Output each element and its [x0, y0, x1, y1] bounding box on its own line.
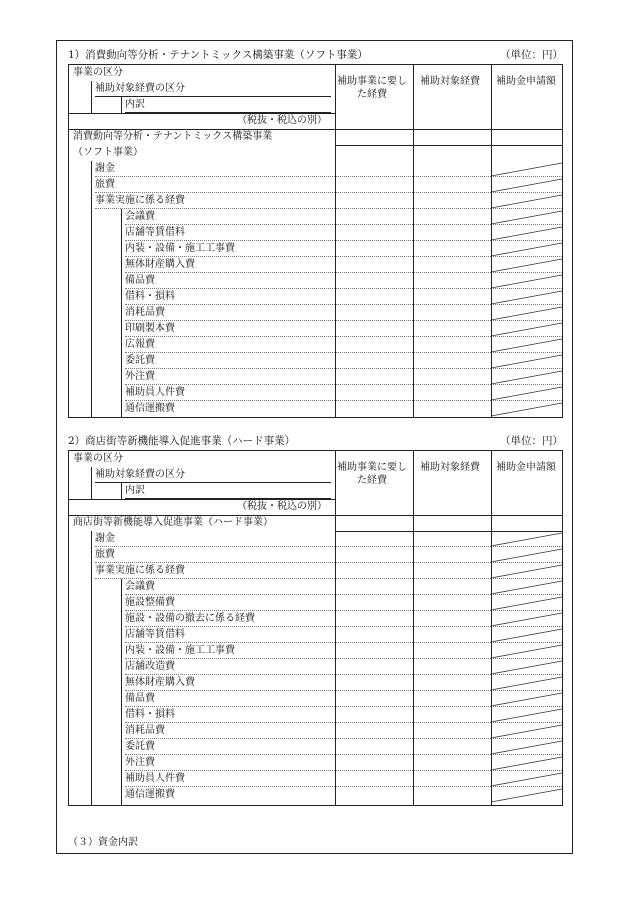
section2-request-cell-struck [491, 595, 562, 611]
section1-subitem: 備品費 [125, 273, 335, 289]
section1-subitem: 無体財産購入費 [125, 257, 335, 273]
section2-amount-cell [335, 675, 413, 691]
section2-amount-cell [335, 531, 413, 547]
section2-subitem: 消耗品費 [125, 723, 335, 739]
section2-request-cell-struck [491, 643, 562, 659]
section1-request-cell-struck [491, 209, 562, 225]
section1-amount-cell [413, 257, 491, 273]
section2-request-cell-struck [491, 707, 562, 723]
section2-request-cell-struck [491, 563, 562, 579]
section2-amount-cell [335, 563, 413, 579]
section1-breakdown-label: 内訳 [125, 97, 331, 113]
section2-amount-cell [413, 755, 491, 771]
section2-request-cell-struck [491, 579, 562, 595]
section2-heading [68, 434, 563, 449]
section2-project-name: 商店街等新機能導入促進事業（ハード事業） [73, 517, 273, 528]
section2-subitem: 店舗等賃借料 [125, 627, 335, 643]
section2-item: 事業実施に係る経費 [95, 563, 335, 579]
section1-request-cell-struck [491, 353, 562, 369]
section1-amount-cell [413, 241, 491, 257]
section2-table [68, 450, 563, 806]
section2-request-cell-struck [491, 627, 562, 643]
section1-amount-cell [335, 193, 413, 209]
section2-subitem: 内装・設備・施工工事費 [125, 643, 335, 659]
section2-request-cell-struck [491, 787, 562, 803]
section2-amount-cell [335, 659, 413, 675]
section2-amount-cell [335, 787, 413, 803]
section2-amount-cell [413, 739, 491, 755]
section1-col-requested: 補助金申請額 [496, 76, 556, 87]
section2-unit: （単位：円） [500, 435, 563, 447]
section2-amount-cell [413, 579, 491, 595]
section1-request-cell-struck [491, 161, 562, 177]
section2-subitem: 補助員人件費 [125, 771, 335, 787]
section2-amount-cell [413, 771, 491, 787]
section2-col-requested: 補助金申請額 [496, 462, 556, 473]
section2-subitem: 会議費 [125, 579, 335, 595]
section2-request-cell-struck [491, 531, 562, 547]
section2-amount-cell [413, 691, 491, 707]
section1-subitem: 会議費 [125, 209, 335, 225]
section1-title: 1）消費動向等分析・テナントミックス構築事業（ソフト事業） [68, 49, 368, 61]
section1-amount-cell [335, 177, 413, 193]
section2-amount-cell [413, 787, 491, 803]
section2-request-cell-struck [491, 723, 562, 739]
section2-request-cell-struck [491, 611, 562, 627]
section2-subitem: 備品費 [125, 691, 335, 707]
section1-amount-cell [335, 289, 413, 305]
section1-amount-cell [413, 193, 491, 209]
section2-request-cell-struck [491, 691, 562, 707]
section2-amount-cell [413, 563, 491, 579]
section2-category-label: 事業の区分 [73, 453, 123, 464]
section2-amount-cell [413, 707, 491, 723]
section1-amount-cell [413, 337, 491, 353]
section2-amount-cell [335, 611, 413, 627]
section1-amount-cell [335, 257, 413, 273]
section1-subitem: 店舗等賃借料 [125, 225, 335, 241]
section1-request-cell-struck [491, 337, 562, 353]
section1-amount-cell [335, 161, 413, 177]
section1-subitem: 印刷製本費 [125, 321, 335, 337]
section1-item: 旅費 [95, 177, 335, 193]
section2-subitem: 通信運搬費 [125, 789, 175, 800]
section1-amount-cell [413, 177, 491, 193]
section1-col-eligible: 補助対象経費 [420, 76, 480, 87]
section1-amount-cell [413, 273, 491, 289]
section1-request-cell-struck [491, 273, 562, 289]
section1-request-cell-struck [491, 305, 562, 321]
section2-subitem: 施設・設備の撤去に係る経費 [125, 611, 335, 627]
section2-item: 旅費 [95, 547, 335, 563]
section1-amount-cell [413, 305, 491, 321]
section2-amount-cell [413, 627, 491, 643]
section1-table [68, 64, 563, 418]
section2-request-cell-struck [491, 755, 562, 771]
section1-amount-cell [413, 401, 491, 417]
section2-subitem: 借料・損料 [125, 707, 335, 723]
section1-request-cell-struck [491, 401, 562, 417]
section1-request-cell-struck [491, 241, 562, 257]
section1-amount-cell [413, 289, 491, 305]
section1-amount-cell [335, 353, 413, 369]
section2-amount-cell [413, 675, 491, 691]
section1-amount-cell [413, 209, 491, 225]
section1-category-label: 事業の区分 [73, 67, 123, 78]
section2-subitem: 施設整備費 [125, 595, 335, 611]
section1-amount-cell [335, 209, 413, 225]
section2-tax-note: （税抜・税込の別） [237, 501, 327, 512]
section1-unit: （単位：円） [500, 49, 563, 61]
section1-subitem: 通信運搬費 [125, 403, 175, 414]
section1-subitem: 内装・設備・施工工事費 [125, 241, 335, 257]
section2-expense-category-label: 補助対象経費の区分 [95, 467, 331, 483]
section2-subitem: 店舗改造費 [125, 659, 335, 675]
section1-project-name: 消費動向等分析・テナントミックス構築事業 [73, 131, 273, 142]
section1-amount-cell [335, 225, 413, 241]
section2-amount-cell [413, 595, 491, 611]
form-page [56, 40, 573, 854]
section1-item: 事業実施に係る経費 [95, 193, 335, 209]
section1-request-cell-struck [491, 385, 562, 401]
section1-amount-cell [335, 241, 413, 257]
section2-amount-cell [335, 755, 413, 771]
section2-amount-cell [413, 643, 491, 659]
section2-amount-cell [335, 547, 413, 563]
section1-request-cell-struck [491, 193, 562, 209]
section1-subitem: 補助員人件費 [125, 385, 335, 401]
section2-breakdown-label: 内訳 [125, 483, 331, 499]
section1-subitem: 消耗品費 [125, 305, 335, 321]
section2-amount-cell [335, 771, 413, 787]
section1-amount-cell [413, 353, 491, 369]
section1-col-incurred: 補助事業に要した経費 [337, 76, 407, 100]
section2-request-cell-struck [491, 547, 562, 563]
section2-subitem: 外注費 [125, 755, 335, 771]
section1-request-cell-struck [491, 257, 562, 273]
section2-amount-cell [413, 723, 491, 739]
section1-request-cell-struck [491, 225, 562, 241]
section2-amount-cell [335, 579, 413, 595]
section2-amount-cell [335, 707, 413, 723]
section1-project-name-sub: （ソフト事業） [73, 147, 143, 158]
section2-item: 謝金 [95, 531, 335, 547]
section1-request-cell-struck [491, 177, 562, 193]
section2-amount-cell [335, 595, 413, 611]
section1-amount-cell [413, 369, 491, 385]
section2-amount-cell [335, 723, 413, 739]
section2-amount-cell [335, 691, 413, 707]
section1-request-cell-struck [491, 369, 562, 385]
section1-amount-cell [335, 273, 413, 289]
section1-amount-cell [413, 225, 491, 241]
section1-amount-cell [335, 385, 413, 401]
section2-amount-cell [335, 739, 413, 755]
section1-subitem: 外注費 [125, 369, 335, 385]
section1-request-cell-struck [491, 321, 562, 337]
section1-tax-note: （税抜・税込の別） [237, 115, 327, 126]
section1-item: 謝金 [95, 161, 335, 177]
section1-amount-cell [335, 321, 413, 337]
section2-amount-cell [413, 547, 491, 563]
section2-amount-cell [335, 643, 413, 659]
section2-amount-cell [413, 531, 491, 547]
section1-amount-cell [335, 337, 413, 353]
section1-amount-cell [335, 369, 413, 385]
section2-col-incurred: 補助事業に要した経費 [337, 462, 407, 486]
section1-subitem: 広報費 [125, 337, 335, 353]
section2-amount-cell [413, 611, 491, 627]
section1-request-cell-struck [491, 289, 562, 305]
section2-title: 2）商店街等新機能導入促進事業（ハード事業） [68, 435, 296, 447]
section1-amount-cell [335, 401, 413, 417]
section1-heading [68, 48, 563, 63]
section2-subitem: 委託費 [125, 739, 335, 755]
section1-amount-cell [413, 321, 491, 337]
section3-title: （３）資金内訳 [68, 837, 138, 848]
section2-amount-cell [335, 627, 413, 643]
section2-request-cell-struck [491, 771, 562, 787]
section2-col-eligible: 補助対象経費 [420, 462, 480, 473]
section1-amount-cell [413, 385, 491, 401]
section2-request-cell-struck [491, 675, 562, 691]
section1-subitem: 委託費 [125, 353, 335, 369]
section1-subitem: 借料・損料 [125, 289, 335, 305]
section1-amount-cell [413, 161, 491, 177]
section2-request-cell-struck [491, 659, 562, 675]
section2-amount-cell [413, 659, 491, 675]
section1-expense-category-label: 補助対象経費の区分 [95, 81, 331, 97]
section2-request-cell-struck [491, 739, 562, 755]
section1-amount-cell [335, 305, 413, 321]
section2-subitem: 無体財産購入費 [125, 675, 335, 691]
